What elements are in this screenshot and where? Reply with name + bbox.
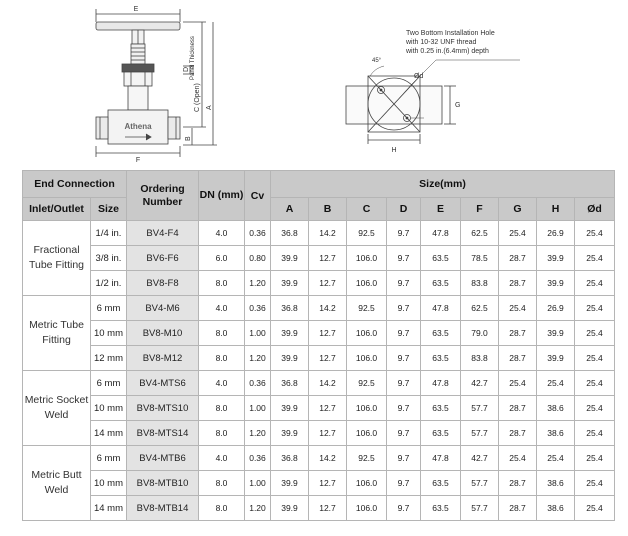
ordering-number-cell: BV4-M6	[127, 296, 199, 321]
dim-col-header: F	[461, 198, 499, 221]
dim-value-cell: 39.9	[271, 396, 309, 421]
ordering-number-cell: BV8-MTS14	[127, 421, 199, 446]
size-cell: 10 mm	[91, 321, 127, 346]
dim-value-cell: 14.2	[309, 371, 347, 396]
dim-value-cell: 38.6	[537, 421, 575, 446]
dim-value-cell: 92.5	[347, 371, 387, 396]
dim-value-cell: 57.7	[461, 421, 499, 446]
cv-cell: 1.20	[245, 346, 271, 371]
size-cell: 6 mm	[91, 296, 127, 321]
dim-value-cell: 39.9	[271, 246, 309, 271]
dn-cell: 8.0	[199, 496, 245, 521]
dim-value-cell: 28.7	[499, 346, 537, 371]
dim-h-label: H	[391, 147, 397, 154]
dim-value-cell: 28.7	[499, 246, 537, 271]
dim-value-cell: 25.4	[575, 321, 615, 346]
dim-value-cell: 25.4	[575, 246, 615, 271]
dim-value-cell: 25.4	[575, 496, 615, 521]
dim-value-cell: 39.9	[271, 496, 309, 521]
dim-value-cell: 106.0	[347, 396, 387, 421]
dim-value-cell: 47.8	[421, 296, 461, 321]
dim-value-cell: 9.7	[387, 271, 421, 296]
table-row	[23, 446, 615, 471]
dim-value-cell: 57.7	[461, 471, 499, 496]
dim-e-label: E	[133, 6, 139, 13]
dim-value-cell: 106.0	[347, 321, 387, 346]
size-cell: 1/2 in.	[91, 271, 127, 296]
dim-value-cell: 9.7	[387, 371, 421, 396]
table-row	[23, 321, 615, 346]
dim-d-label: D	[183, 66, 190, 72]
install-note-line1: Two Bottom Installation Hole	[406, 30, 495, 37]
install-note-line3: with 0.25 in.(6.4mm) depth	[406, 48, 489, 55]
inlet-outlet-header: Inlet/Outlet	[23, 198, 91, 221]
dim-col-header: Ød	[575, 198, 615, 221]
size-cell: 14 mm	[91, 421, 127, 446]
dim-value-cell: 14.2	[309, 221, 347, 246]
dim-value-cell: 9.7	[387, 396, 421, 421]
dim-value-cell: 39.9	[271, 471, 309, 496]
dim-value-cell: 106.0	[347, 271, 387, 296]
dim-value-cell: 28.7	[499, 271, 537, 296]
dim-value-cell: 28.7	[499, 471, 537, 496]
dim-value-cell: 63.5	[421, 496, 461, 521]
dim-value-cell: 39.9	[537, 321, 575, 346]
dim-value-cell: 28.7	[499, 421, 537, 446]
ordering-number-cell: BV8-F8	[127, 271, 199, 296]
dim-value-cell: 92.5	[347, 446, 387, 471]
dim-col-header: H	[537, 198, 575, 221]
dn-cell: 8.0	[199, 271, 245, 296]
ordering-number-cell: BV4-MTS6	[127, 371, 199, 396]
dim-value-cell: 63.5	[421, 246, 461, 271]
cv-cell: 1.20	[245, 271, 271, 296]
cv-cell: 1.20	[245, 496, 271, 521]
dim-value-cell: 47.8	[421, 446, 461, 471]
dim-value-cell: 39.9	[537, 246, 575, 271]
dim-value-cell: 36.8	[271, 371, 309, 396]
dim-b-label: B	[185, 136, 192, 141]
ordering-number-cell: BV6-F6	[127, 246, 199, 271]
end-connection-group-cell: Fractional Tube Fitting	[23, 221, 91, 296]
dim-value-cell: 92.5	[347, 296, 387, 321]
size-cell: 12 mm	[91, 346, 127, 371]
dim-value-cell: 14.2	[309, 296, 347, 321]
table-row	[23, 396, 615, 421]
size-mm-header: Size(mm)	[271, 171, 615, 198]
dim-value-cell: 9.7	[387, 446, 421, 471]
size-cell: 3/8 in.	[91, 246, 127, 271]
end-connection-group-cell: Metric Tube Fitting	[23, 296, 91, 371]
valve-drawing	[96, 9, 217, 157]
install-note-line2: with 10-32 UNF thread	[406, 39, 477, 46]
dim-value-cell: 28.7	[499, 396, 537, 421]
dn-cell: 8.0	[199, 396, 245, 421]
table-row	[23, 471, 615, 496]
size-cell: 1/4 in.	[91, 221, 127, 246]
dim-value-cell: 39.9	[537, 346, 575, 371]
dim-value-cell: 12.7	[309, 271, 347, 296]
dim-value-cell: 36.8	[271, 296, 309, 321]
dim-value-cell: 57.7	[461, 496, 499, 521]
dim-value-cell: 26.9	[537, 221, 575, 246]
dim-value-cell: 26.9	[537, 296, 575, 321]
dim-value-cell: 25.4	[575, 296, 615, 321]
table-row	[23, 296, 615, 321]
dim-value-cell: 79.0	[461, 321, 499, 346]
size-cell: 10 mm	[91, 396, 127, 421]
table-header	[23, 171, 615, 221]
ordering-number-cell: BV8-MTB14	[127, 496, 199, 521]
dim-value-cell: 63.5	[421, 271, 461, 296]
dn-header: DN (mm)	[199, 171, 245, 221]
dim-value-cell: 39.9	[271, 421, 309, 446]
dim-a-label: A	[206, 105, 213, 110]
dim-c-open-label: C (Open)	[194, 83, 201, 112]
ordering-number-cell: BV8-MTS10	[127, 396, 199, 421]
dim-value-cell: 25.4	[537, 371, 575, 396]
dim-value-cell: 78.5	[461, 246, 499, 271]
dim-value-cell: 83.8	[461, 271, 499, 296]
bottom-view-drawing	[346, 60, 520, 144]
dim-value-cell: 25.4	[499, 221, 537, 246]
dim-value-cell: 63.5	[421, 421, 461, 446]
dn-cell: 4.0	[199, 296, 245, 321]
dim-value-cell: 106.0	[347, 421, 387, 446]
dim-value-cell: 63.5	[421, 346, 461, 371]
cv-cell: 0.36	[245, 296, 271, 321]
dim-value-cell: 9.7	[387, 346, 421, 371]
size-cell: 6 mm	[91, 371, 127, 396]
dim-value-cell: 12.7	[309, 421, 347, 446]
cv-cell: 0.36	[245, 221, 271, 246]
dim-value-cell: 9.7	[387, 321, 421, 346]
angle-label: 45°	[372, 58, 382, 64]
dim-value-cell: 12.7	[309, 396, 347, 421]
dim-value-cell: 36.8	[271, 446, 309, 471]
dn-cell: 4.0	[199, 221, 245, 246]
dim-value-cell: 38.6	[537, 496, 575, 521]
dim-col-header: G	[499, 198, 537, 221]
dim-value-cell: 12.7	[309, 471, 347, 496]
dim-value-cell: 57.7	[461, 396, 499, 421]
dim-value-cell: 25.4	[575, 346, 615, 371]
dim-value-cell: 12.7	[309, 346, 347, 371]
dim-value-cell: 25.4	[499, 296, 537, 321]
size-header: Size	[91, 198, 127, 221]
cv-header: Cv	[245, 171, 271, 221]
dim-value-cell: 106.0	[347, 496, 387, 521]
dim-value-cell: 25.4	[499, 371, 537, 396]
dim-value-cell: 39.9	[271, 271, 309, 296]
dim-value-cell: 9.7	[387, 246, 421, 271]
dn-cell: 4.0	[199, 371, 245, 396]
dim-value-cell: 62.5	[461, 296, 499, 321]
technical-drawings	[0, 0, 628, 168]
ordering-number-cell: BV4-MTB6	[127, 446, 199, 471]
dim-value-cell: 39.9	[271, 321, 309, 346]
dim-col-header: C	[347, 198, 387, 221]
dn-cell: 8.0	[199, 346, 245, 371]
dim-value-cell: 106.0	[347, 346, 387, 371]
cv-cell: 1.00	[245, 321, 271, 346]
cv-cell: 1.00	[245, 471, 271, 496]
dim-value-cell: 25.4	[575, 271, 615, 296]
size-cell: 10 mm	[91, 471, 127, 496]
dim-col-header: E	[421, 198, 461, 221]
dn-cell: 8.0	[199, 321, 245, 346]
dim-value-cell: 42.7	[461, 371, 499, 396]
table-row	[23, 421, 615, 446]
valve-spec-table	[22, 170, 615, 521]
dim-g-label: G	[455, 102, 461, 109]
dim-value-cell: 47.8	[421, 371, 461, 396]
dim-value-cell: 25.4	[537, 446, 575, 471]
dim-value-cell: 9.7	[387, 221, 421, 246]
dim-value-cell: 92.5	[347, 221, 387, 246]
end-connection-header: End Connection	[23, 171, 127, 198]
ordering-number-cell: BV4-F4	[127, 221, 199, 246]
ordering-number-header: Ordering Number	[127, 171, 199, 221]
dim-value-cell: 25.4	[575, 471, 615, 496]
brand-logo: Athena	[124, 122, 152, 131]
cv-cell: 1.00	[245, 396, 271, 421]
dim-value-cell: 9.7	[387, 296, 421, 321]
dim-value-cell: 25.4	[499, 446, 537, 471]
dim-value-cell: 28.7	[499, 321, 537, 346]
dim-value-cell: 39.9	[537, 271, 575, 296]
dim-value-cell: 9.7	[387, 421, 421, 446]
dn-cell: 6.0	[199, 246, 245, 271]
hole-dia-label: Ød	[414, 73, 424, 80]
dim-col-header: B	[309, 198, 347, 221]
dim-value-cell: 63.5	[421, 396, 461, 421]
dim-value-cell: 9.7	[387, 496, 421, 521]
table-row	[23, 496, 615, 521]
cv-cell: 0.36	[245, 446, 271, 471]
dim-value-cell: 38.6	[537, 396, 575, 421]
dim-value-cell: 106.0	[347, 246, 387, 271]
dim-value-cell: 42.7	[461, 446, 499, 471]
dim-value-cell: 25.4	[575, 421, 615, 446]
panel-thickness-label: Panel Thickness	[190, 36, 196, 80]
end-connection-group-cell: Metric Socket Weld	[23, 371, 91, 446]
dim-value-cell: 25.4	[575, 371, 615, 396]
dn-cell: 4.0	[199, 446, 245, 471]
dim-col-header: D	[387, 198, 421, 221]
dim-value-cell: 38.6	[537, 471, 575, 496]
size-cell: 6 mm	[91, 446, 127, 471]
cv-cell: 0.36	[245, 371, 271, 396]
table-row	[23, 221, 615, 246]
dim-col-header: A	[271, 198, 309, 221]
dim-value-cell: 39.9	[271, 346, 309, 371]
size-cell: 14 mm	[91, 496, 127, 521]
table-body	[23, 221, 615, 521]
dim-value-cell: 25.4	[575, 396, 615, 421]
ordering-number-cell: BV8-M10	[127, 321, 199, 346]
dim-value-cell: 36.8	[271, 221, 309, 246]
dn-cell: 8.0	[199, 421, 245, 446]
table-row	[23, 371, 615, 396]
dim-value-cell: 12.7	[309, 321, 347, 346]
dim-value-cell: 28.7	[499, 496, 537, 521]
end-connection-group-cell: Metric Butt Weld	[23, 446, 91, 521]
dim-value-cell: 12.7	[309, 496, 347, 521]
table-row	[23, 271, 615, 296]
dim-value-cell: 63.5	[421, 471, 461, 496]
cv-cell: 1.20	[245, 421, 271, 446]
dn-cell: 8.0	[199, 471, 245, 496]
dim-value-cell: 25.4	[575, 221, 615, 246]
dim-value-cell: 47.8	[421, 221, 461, 246]
table-row	[23, 346, 615, 371]
dim-value-cell: 9.7	[387, 471, 421, 496]
table-row	[23, 246, 615, 271]
dim-value-cell: 12.7	[309, 246, 347, 271]
dim-value-cell: 83.8	[461, 346, 499, 371]
dim-value-cell: 14.2	[309, 446, 347, 471]
dim-f-label: F	[135, 157, 141, 164]
dim-value-cell: 62.5	[461, 221, 499, 246]
ordering-number-cell: BV8-M12	[127, 346, 199, 371]
dim-value-cell: 25.4	[575, 446, 615, 471]
dim-value-cell: 106.0	[347, 471, 387, 496]
ordering-number-cell: BV8-MTB10	[127, 471, 199, 496]
cv-cell: 0.80	[245, 246, 271, 271]
dim-value-cell: 63.5	[421, 321, 461, 346]
